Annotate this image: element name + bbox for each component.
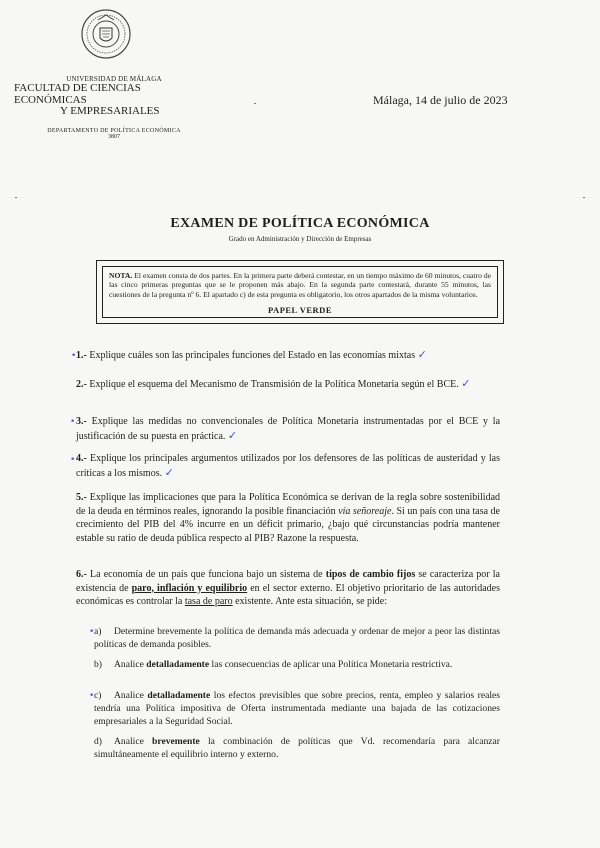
question-text: Explique las implicaciones que para la Política Económica se derivan de la regla sobre sostenibilidad de la deuda en términos reales, ignorando la posible financiación — [76, 492, 501, 517]
question-text-continued: existente. Ante esta situación, se pide: — [232, 596, 388, 607]
question-text-continued: . Si un país con una tasa de crecimiento del PIB del 4% incurre en un déficit primario, ¿bajo qué circunstancias podría mantener estable su ratio de deuda pública respecto al PIB? Razone la respuesta. — [76, 505, 500, 544]
subquestion-d — [94, 735, 500, 761]
subquestion-a — [94, 625, 500, 651]
instructions-box — [96, 260, 504, 324]
question-text-bold: tipos de cambio fijos — [325, 569, 416, 580]
subquestion-text-continued: los efectos previsibles que sobre precios, renta, empleo y salarios reales tendría una Política impositiva de Oferta instrumentada mediante una bajada de las cotizaciones empresariales a la Seguridad Social. — [94, 690, 500, 728]
faculty-name-continued: Y EMPRESARIALES — [60, 105, 160, 118]
question-number: 4.- — [76, 453, 87, 464]
department-code: 3807 — [108, 134, 120, 141]
exam-title: EXAMEN DE POLÍTICA ECONÓMICA — [170, 216, 430, 231]
question-text: La economía de un país que funciona bajo un sistema de — [90, 569, 326, 580]
pen-mark-icon: • — [89, 627, 95, 637]
check-mark-icon: ✓ — [164, 465, 174, 479]
subquestion-text: Analice — [114, 690, 148, 701]
university-seal-icon — [80, 8, 132, 60]
subquestion-text: Determine brevemente la política de demanda más adecuada y ordenar de mejor a peor las distintas políticas de demanda posibles. — [94, 626, 500, 651]
question-6 — [76, 568, 500, 609]
check-mark-icon: ✓ — [417, 348, 427, 361]
subquestion-text-bold: detalladamente — [146, 659, 210, 670]
scan-speck — [15, 197, 17, 198]
subquestion-text-bold: detalladamente — [147, 690, 211, 701]
institution-header — [14, 76, 214, 141]
subquestion-text: Analice — [114, 736, 153, 747]
subquestion-letter: c) — [94, 690, 102, 701]
instructions-text — [109, 271, 491, 299]
question-2 — [76, 377, 500, 392]
question-number: 2.- — [76, 379, 87, 390]
subquestion-text-continued: las consecuencias de aplicar una Política Monetaria restrictiva. — [209, 659, 453, 670]
question-number: 5.- — [76, 492, 87, 503]
paper-color-label: PAPEL VERDE — [268, 305, 332, 315]
check-mark-icon: ✓ — [461, 377, 471, 390]
pen-mark-icon: • — [71, 351, 77, 361]
question-5 — [76, 491, 500, 545]
question-number: 6.- — [76, 569, 87, 580]
exam-date: Málaga, 14 de julio de 2023 — [373, 93, 508, 107]
subquestion-text-bold: brevemente — [152, 736, 200, 747]
question-4 — [76, 452, 500, 480]
faculty-name: FACULTAD DE CIENCIAS ECONÓMICAS — [14, 82, 141, 106]
question-text: Explique las medidas no convencionales de Política Monetaria instrumentadas por el BCE y la justificación de su puesta en práctica. — [76, 416, 501, 442]
exam-subtitle: Grado en Administración y Dirección de Empresas — [228, 235, 372, 243]
pen-mark-icon: • — [89, 691, 95, 701]
question-text-italic: vía señoreaje — [338, 505, 392, 517]
subquestion-letter: a) — [94, 626, 102, 637]
university-name: UNIVERSIDAD DE MÁLAGA — [66, 75, 162, 83]
question-text-bold: paro, inflación y equilibrio — [131, 582, 248, 594]
pen-mark-icon: • — [70, 417, 76, 427]
question-text: Explique el esquema del Mecanismo de Transmisión de la Política Monetaria según el BCE. — [89, 379, 459, 390]
question-text-continued: se caracteriza por la existencia de — [76, 569, 501, 594]
question-text-continued: en el sector externo. El objetivo prioritario de las autoridades económicas es controlar la — [76, 582, 500, 607]
subquestion-letter: d) — [94, 736, 102, 747]
subquestion-b — [94, 658, 500, 671]
question-text-underlined: tasa de paro — [184, 596, 233, 607]
note-body: El examen consta de dos partes. En la primera parte deberá contestar, en un tiempo máximo de 60 minutos, cuatro de las cinco primeras preguntas que se le proponen más abajo. En la segunda parte contestará, durante 55 minutos, las cuestiones de la pregunta nº 6. El apartado c) de esta pregunta es obligatorio, los otros apartados de la misma voluntarios. — [109, 271, 491, 299]
subquestion-c — [94, 689, 500, 729]
subquestion-letter: b) — [94, 659, 102, 670]
question-3 — [76, 415, 500, 443]
subquestion-text-continued: la combinación de políticas que Vd. recomendaría para alcanzar simultáneamente el equilibrio interno y externo. — [94, 736, 500, 761]
question-1 — [76, 348, 500, 363]
pen-mark-icon: • — [70, 455, 76, 465]
subquestion-text: Analice — [114, 659, 147, 670]
question-number: 1.- — [76, 350, 87, 361]
question-text: Explique cuáles son las principales funciones del Estado en las economías mixtas — [89, 350, 416, 361]
scan-speck — [583, 197, 585, 198]
question-number: 3.- — [76, 416, 87, 427]
department-name: DEPARTAMENTO DE POLÍTICA ECONÓMICA — [47, 127, 181, 134]
check-mark-icon: ✓ — [227, 428, 238, 442]
question-text: Explique los principales argumentos utilizados por los defensores de las políticas de austeridad y las críticas a los mismos. — [76, 453, 500, 479]
scan-speck — [254, 103, 256, 104]
note-label: NOTA. — [109, 271, 133, 280]
